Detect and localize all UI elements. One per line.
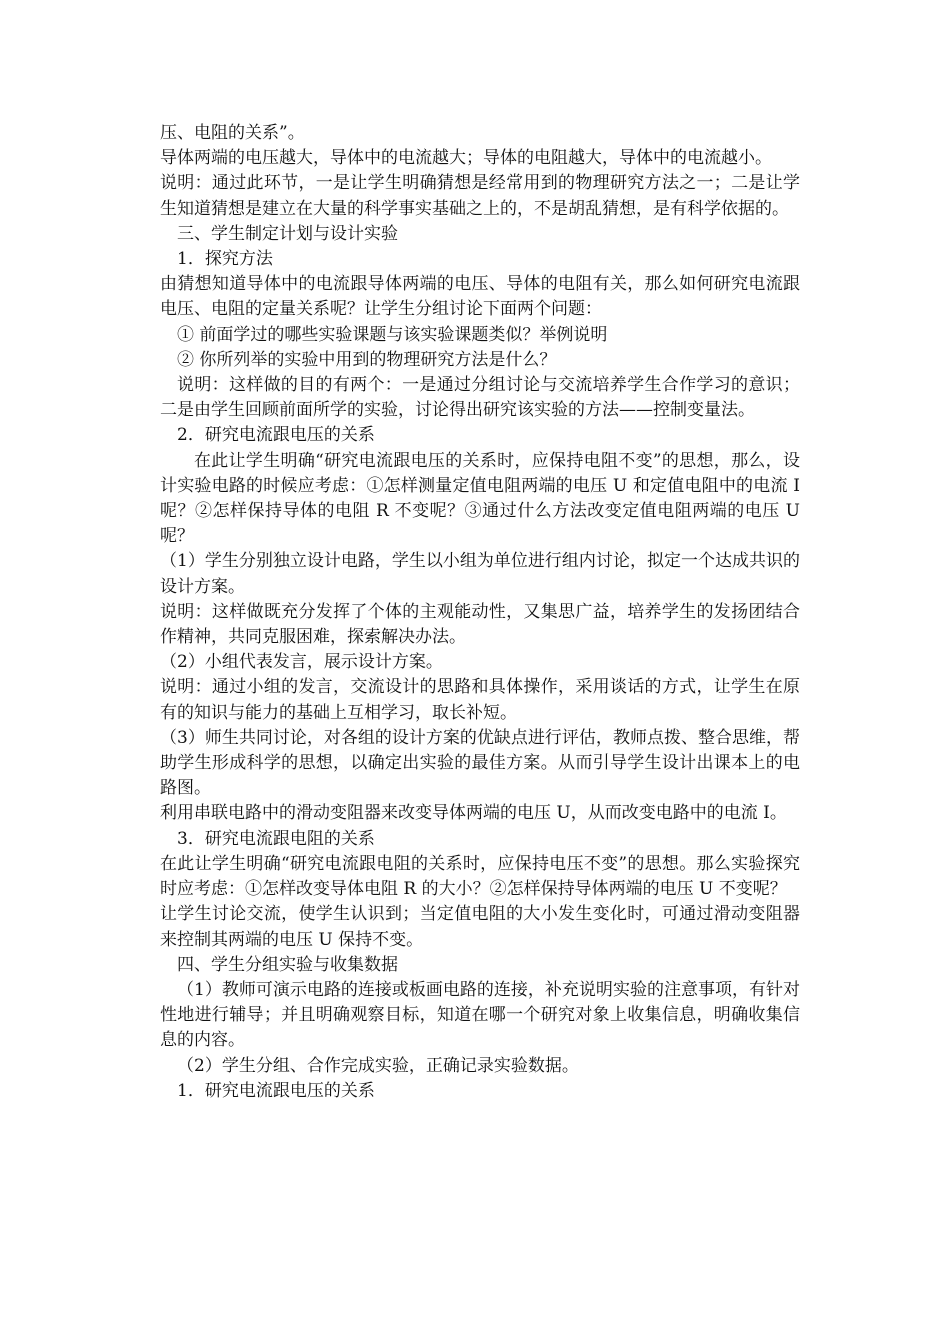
paragraph: 在此让学生明确“研究电流跟电阻的关系时，应保持电压不变”的思想。那么实验探究时应考虑：①怎样改变导体电阻 R 的大小？②怎样保持导体两端的电压 U 不变呢？ [160, 853, 800, 900]
list-item: ① 前面学过的哪些实验课题与该实验课题类似？举例说明 [177, 324, 608, 345]
paragraph: （1）教师可演示电路的连接或板画电路的连接，补充说明实验的注意事项，有针对性地进行辅导；并且明确观察目标，知道在哪一个研究对象上收集信息，明确收集信息的内容。 [160, 979, 800, 1051]
paragraph: 由猜想知道导体中的电流跟导体两端的电压、导体的电阻有关，那么如何研究电流跟电压、电阻的定量关系呢？让学生分组讨论下面两个问题： [160, 274, 800, 320]
paragraph: 说明：这样做既充分发挥了个体的主观能动性，又集思广益，培养学生的发扬团结合作精神，共同克服困难，探索解决办法。 [160, 601, 800, 648]
section-heading: 四、学生分组实验与收集数据 [177, 954, 398, 975]
paragraph: 压、电阻的关系”。 [160, 123, 305, 143]
paragraph: （2）学生分组、合作完成实验，正确记录实验数据。 [177, 1055, 579, 1076]
subsection-heading: 1．探究方法 [177, 249, 273, 270]
subsection-heading: 3．研究电流跟电阻的关系 [177, 828, 375, 849]
paragraph: 导体两端的电压越大，导体中的电流越大；导体的电阻越大，导体中的电流越小。 [160, 148, 772, 169]
paragraph: 让学生讨论交流，使学生认识到；当定值电阻的大小发生变化时，可通过滑动变阻器来控制其两端的电压 U 保持不变。 [160, 904, 800, 950]
paragraph: （2）小组代表发言，展示设计方案。 [160, 652, 443, 673]
subsection-heading: 1．研究电流跟电压的关系 [177, 1080, 375, 1101]
paragraph: 利用串联电路中的滑动变阻器来改变导体两端的电压 U，从而改变电路中的电流 I。 [160, 803, 787, 824]
paragraph: （1）学生分别独立设计电路，学生以小组为单位进行组内讨论，拟定一个达成共识的设计方案。 [160, 551, 800, 597]
paragraph: 说明：通过小组的发言，交流设计的思路和具体操作，采用谈话的方式，让学生在原有的知识与能力的基础上互相学习，取长补短。 [160, 677, 800, 723]
subsection-heading: 2．研究电流跟电压的关系 [177, 425, 375, 446]
paragraph: （3）师生共同讨论，对各组的设计方案的优缺点进行评估，教师点拨、整合思维，帮助学生形成科学的思想，以确定出实验的最佳方案。从而引导学生设计出课本上的电路图。 [160, 727, 800, 799]
list-item: ② 你所列举的实验中用到的物理研究方法是什么？ [177, 349, 557, 370]
document-body [160, 121, 800, 1104]
paragraph: 在此让学生明确“研究电流跟电压的关系时，应保持电阻不变”的思想，那么，设计实验电路的时候应考虑：①怎样测量定值电阻两端的电压 U 和定值电阻中的电流 I 呢？②怎样保持导体的电阻 R 不变呢？③通过什么方法改变定值电阻两端的电压 U 呢？ [160, 450, 800, 547]
paragraph: 说明：这样做的目的有两个：一是通过分组讨论与交流培养学生合作学习的意识；二是由学生回顾前面所学的实验，讨论得出研究该实验的方法——控制变量法。 [160, 375, 800, 421]
paragraph: 说明：通过此环节，一是让学生明确猜想是经常用到的物理研究方法之一；二是让学生知道猜想是建立在大量的科学事实基础之上的，不是胡乱猜想，是有科学依据的。 [160, 173, 800, 219]
section-heading: 三、学生制定计划与设计实验 [177, 223, 398, 244]
